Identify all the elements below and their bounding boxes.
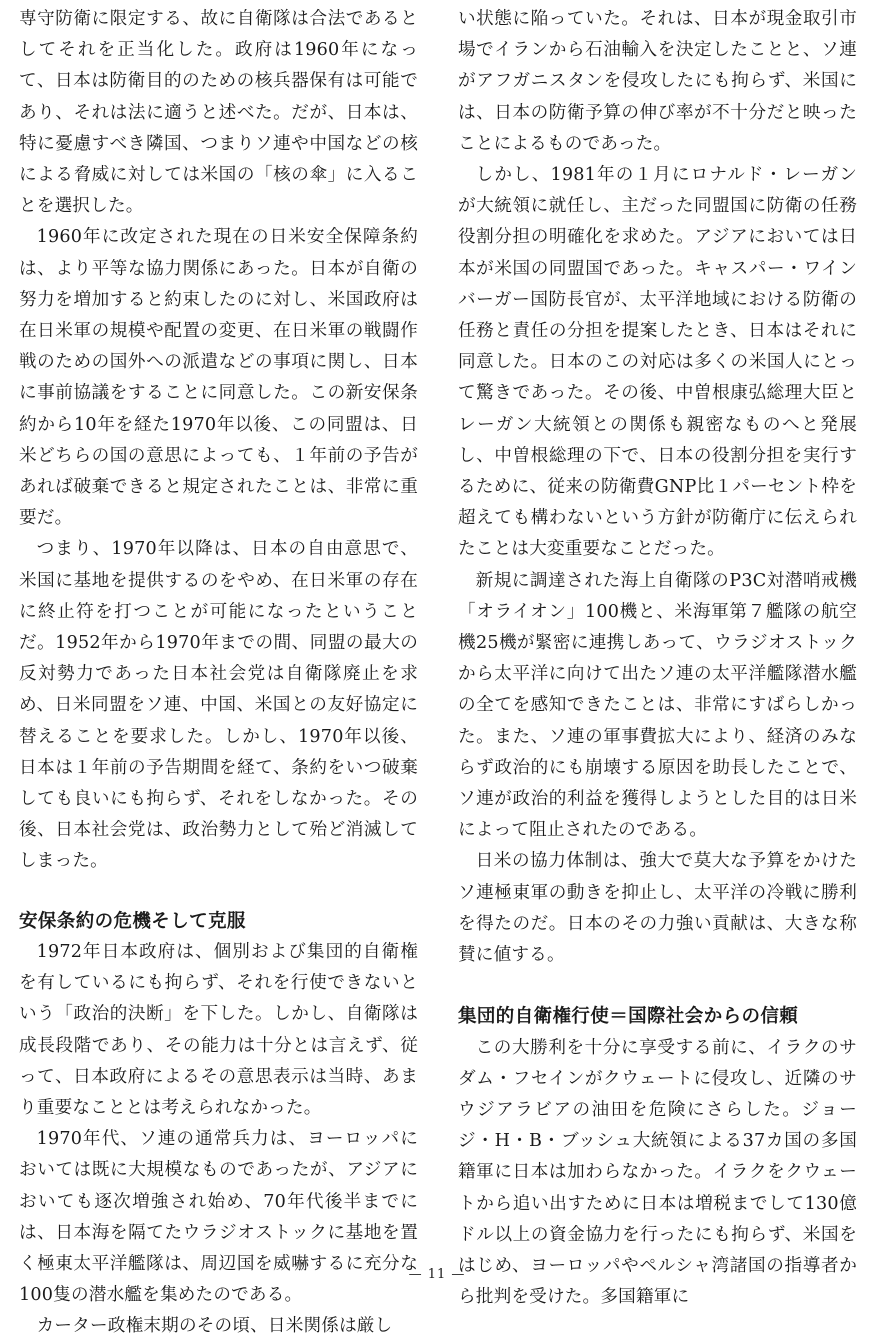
section-heading: 集団的自衛権行使＝国際社会からの信頼 — [458, 1006, 799, 1028]
paragraph: この大勝利を十分に享受する前に、イラクのサダム・フセインがクウェートに侵攻し、近隣のサウジアラビアの油田を危険にさらした。ジョージ・H・B・ブッシュ大統領による37カ国の多国籍軍に日本は加わらなかった。イラクをクウェートから追い出すために日本は増税までして130億ドル以上の資金協力を行ったにも拘らず、米国をはじめ、ヨーロッパやペルシャ湾諸国の指導者から批判を受けた。多国籍軍に — [458, 1037, 857, 1308]
paragraph: 1972年日本政府は、個別および集団的自衛権を有しているにも拘らず、それを行使できないという「政治的決断」を下した。しかし、自衛隊は成長段階であり、その能力は十分とは言えず、従って、日本政府によるその意思表示は当時、あまり重要なこととは考えられなかった。 — [19, 941, 418, 1118]
left-column — [19, 4, 418, 1343]
paragraph: 1960年に改定された現在の日米安全保障条約は、より平等な協力関係にあった。日本が自衛の努力を増加すると約束したのに対し、米国政府は在日米軍の規模や配置の変更、在日米軍の戦闘作戦のための国外への派遣などの事項に関し、日本に事前協議をすることに同意した。この新安保条約から10年を経た1970年以後、この同盟は、日米どちらの国の意思によっても、１年前の予告があれば破棄できると規定されたことは、非常に重要だ。 — [19, 227, 418, 529]
paragraph: つまり、1970年以降は、日本の自由意思で、米国に基地を提供するのをやめ、在日米軍の存在に終止符を打つことが可能になったということだ。1952年から1970年までの間、同盟の最大の反対勢力であった日本社会党は自衛隊廃止を求め、日米同盟をソ連、中国、米国との友好協定に替えることを要求した。しかし、1970年以後、日本は１年前の予告期間を経て、条約をいつ破棄しても良いにも拘らず、それをしなかった。その後、日本社会党は、政治勢力として殆ど消滅してしまった。 — [19, 539, 418, 872]
paragraph: 専守防衛に限定する、故に自衛隊は合法であるとしてそれを正当化した。政府は1960年になって、日本は防衛目的のための核兵器保有は可能であり、それは法に適うと述べた。だが、日本は、特に憂慮すべき隣国、つまりソ連や中国などの核による脅威に対しては米国の「核の傘」に入ることを選択した。 — [19, 9, 418, 217]
section-heading: 安保条約の危機そして克服 — [19, 910, 246, 932]
paragraph: カーター政権末期のその頃、日米関係は厳し — [36, 1316, 393, 1337]
paragraph: しかし、1981年の１月にロナルド・レーガンが大統領に就任し、主だった同盟国に防衛の任務役割分担の明確化を求めた。アジアにおいては日本が米国の同盟国であった。キャスパー・ワインバーガー国防長官が、太平洋地域における防衛の任務と責任の分担を提案したとき、日本はそれに同意した。日本のこの対応は多くの米国人にとって驚きであった。その後、中曽根康弘総理大臣とレーガン大統領との関係も親密なものへと発展し、中曽根総理の下で、日本の役割分担を実行するために、従来の防衛費GNP比１パーセント枠を超えても構わないという方針が防衛庁に伝えられたことは大変重要なことだった。 — [458, 165, 857, 560]
page-number: — 11 — — [408, 1267, 466, 1282]
paragraph: 1970年代、ソ連の通常兵力は、ヨーロッパにおいては既に大規模なものであったが、アジアにおいても逐次増強され始め、70年代後半までには、日本海を隔てたウラジオストックに基地を置く極東太平洋艦隊は、周辺国を威嚇するに充分な100隻の潜水艦を集めたのである。 — [19, 1129, 418, 1306]
right-column — [458, 4, 857, 1313]
paragraph: 新規に調達された海上自衛隊のP3C対潜哨戒機「オライオン」100機と、米海軍第７艦隊の航空機25機が緊密に連携しあって、ウラジオストックから太平洋に向けて出たソ連の太平洋艦隊潜水艦の全てを感知できたことは、非常にすばらしかった。また、ソ連の軍事費拡大により、経済のみならず政治的にも崩壊する原因を助長したことで、ソ連が政治的利益を獲得しようとした目的は日米によって阻止されたのである。 — [458, 570, 857, 841]
paragraph: 日米の協力体制は、強大で莫大な予算をかけたソ連極東軍の動きを抑止し、太平洋の冷戦に勝利を得たのだ。日本のその力強い貢献は、大きな称賛に値する。 — [458, 851, 857, 966]
paragraph: い状態に陥っていた。それは、日本が現金取引市場でイランから石油輸入を決定したことと、ソ連がアフガニスタンを侵攻したにも拘らず、米国には、日本の防衛予算の伸び率が不十分だと映ったことによるものであった。 — [458, 9, 857, 154]
